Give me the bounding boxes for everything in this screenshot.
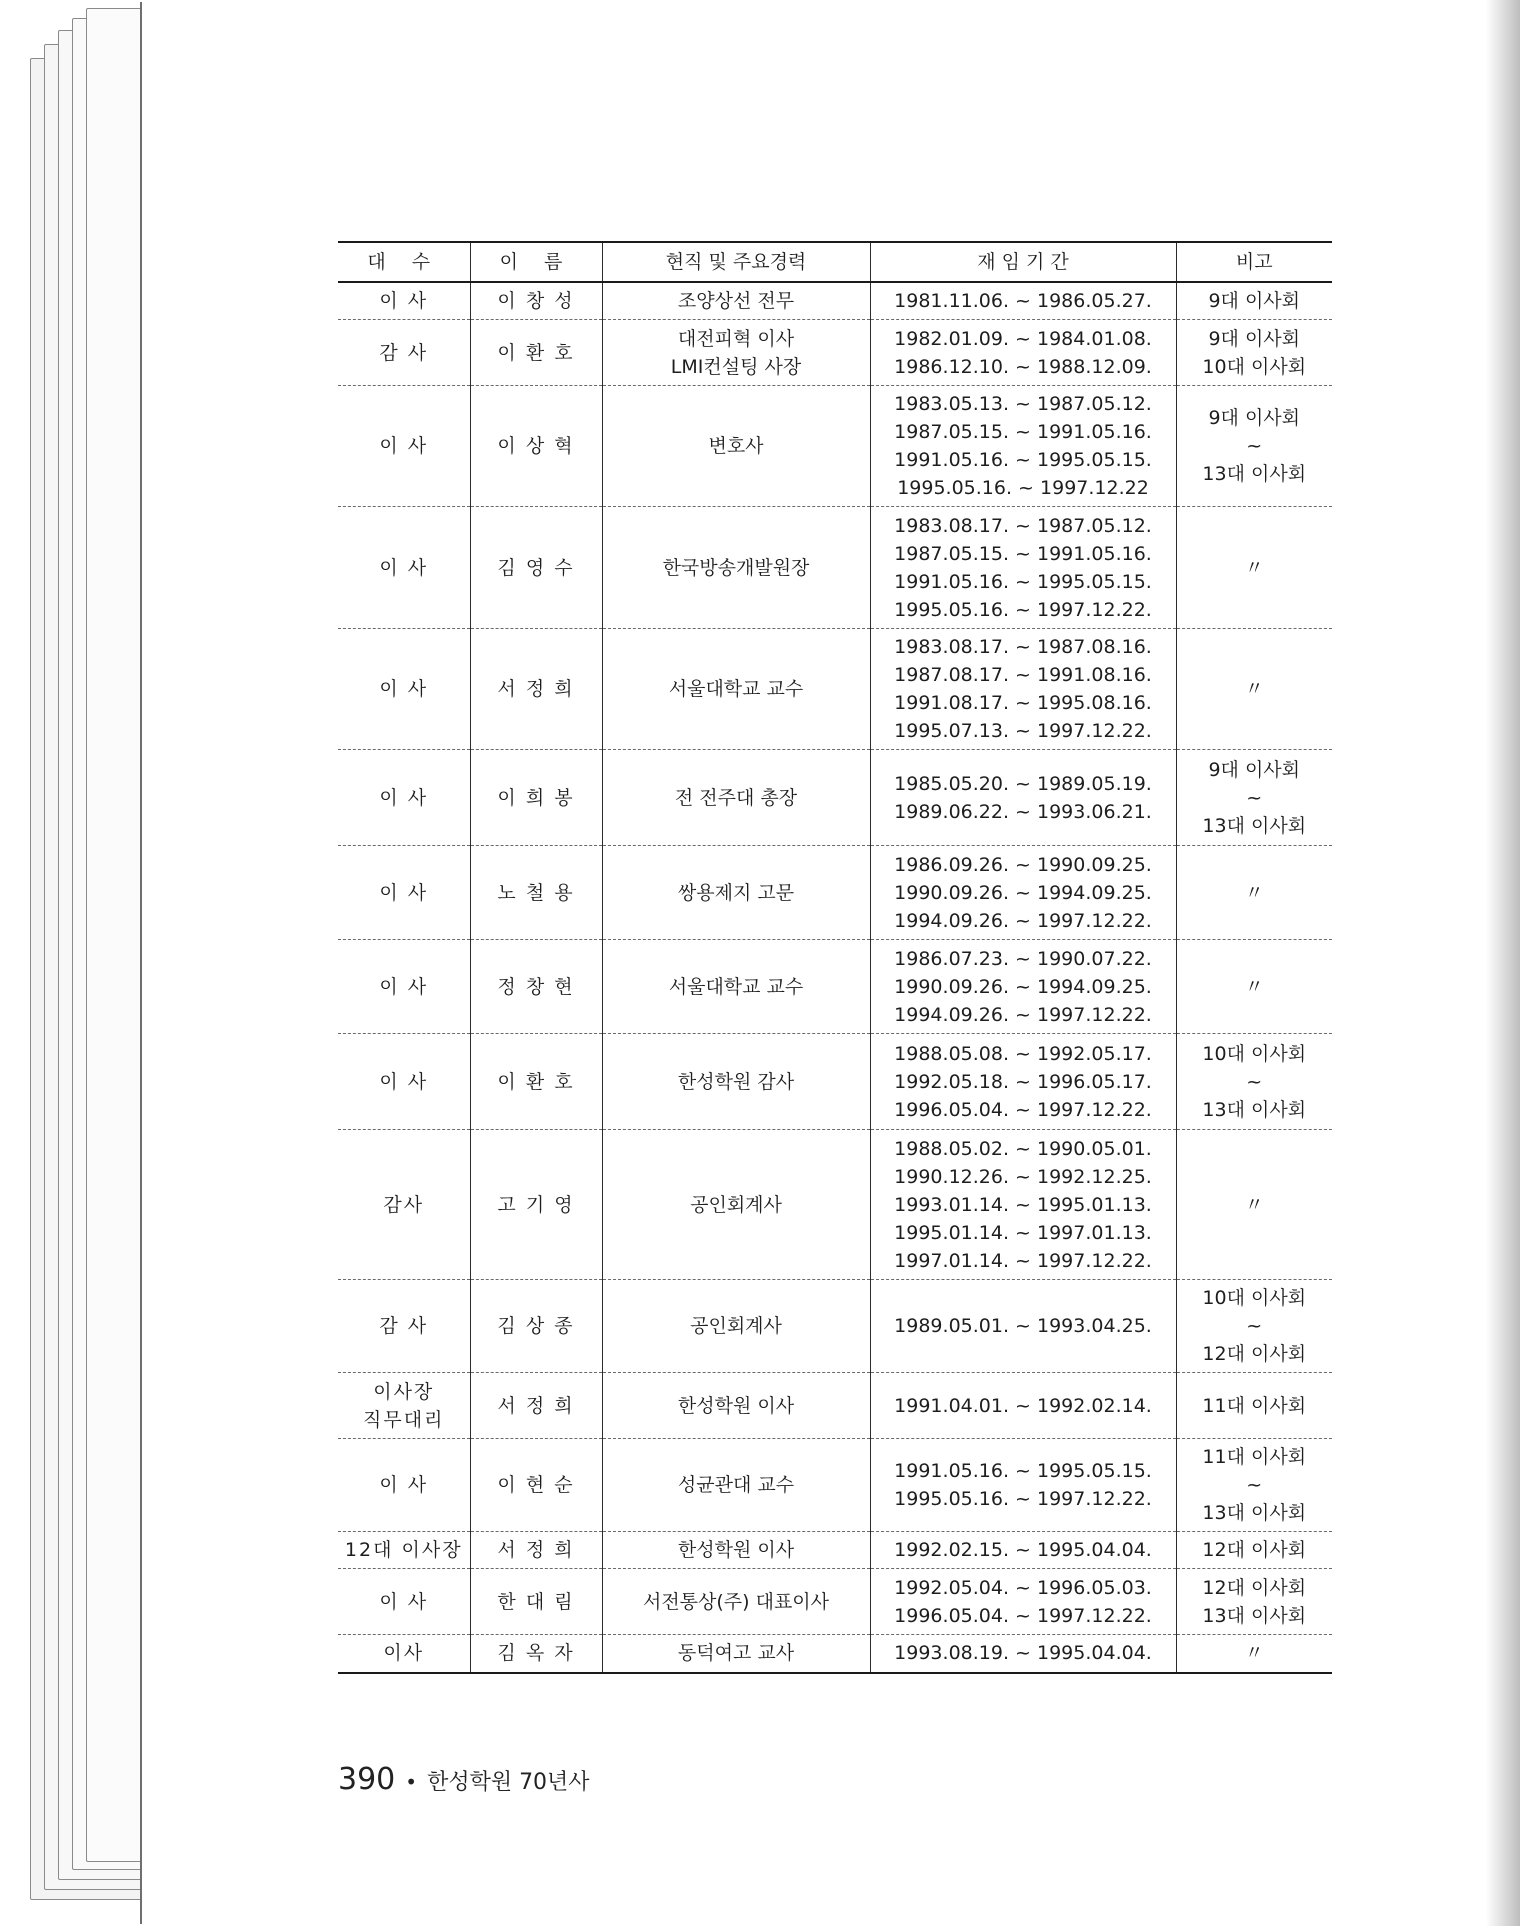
table-row	[338, 940, 1332, 1034]
header-career: 현직 및 주요경력	[602, 242, 870, 282]
cell-note	[1176, 750, 1332, 846]
cell-note-line: 12대 이사회	[1202, 1343, 1307, 1365]
cell-term-line: 1982.01.09. ~ 1984.01.08.	[894, 327, 1152, 350]
cell-term-line: 1991.05.16. ~ 1995.05.15.	[894, 449, 1152, 471]
cell-career-line: 조양상선 전무	[677, 290, 795, 312]
cell-career	[602, 1635, 870, 1673]
cell-term-line: 1988.05.08. ~ 1992.05.17.	[894, 1042, 1152, 1065]
cell-note-line: 13대 이사회	[1202, 1502, 1307, 1524]
cell-career-line: 변호사	[708, 435, 764, 457]
cell-name: 이 희 봉	[470, 750, 602, 846]
cell-note-line: 10대 이사회	[1202, 355, 1307, 378]
cell-name: 이 창 성	[470, 282, 602, 320]
cell-note	[1176, 1130, 1332, 1280]
cell-role: 감사	[338, 1130, 470, 1280]
cell-role: 이 사	[338, 846, 470, 940]
cell-term	[870, 1439, 1176, 1532]
page-shadow-edge	[1486, 0, 1520, 1926]
cell-career	[602, 386, 870, 507]
table-row	[338, 1439, 1332, 1532]
cell-name: 정 창 현	[470, 940, 602, 1034]
cell-term-line: 1990.09.26. ~ 1994.09.25.	[894, 881, 1152, 904]
footer-separator: •	[405, 1769, 418, 1794]
cell-term-line: 1995.05.16. ~ 1997.12.22.	[894, 598, 1152, 621]
cell-note-line: 11대 이사회	[1202, 1446, 1307, 1468]
cell-term	[870, 629, 1176, 750]
cell-term-line: 1988.05.02. ~ 1990.05.01.	[894, 1137, 1152, 1160]
cell-career-line: 동덕여고 교사	[677, 1642, 795, 1665]
cell-name: 한 대 림	[470, 1569, 602, 1635]
cell-career	[602, 1373, 870, 1439]
cell-role: 이 사	[338, 1439, 470, 1532]
cell-term-line: 1989.05.01. ~ 1993.04.25.	[894, 1315, 1152, 1337]
cell-term-line: 1992.02.15. ~ 1995.04.04.	[894, 1539, 1152, 1561]
cell-note-line: 〃	[1244, 1193, 1264, 1216]
cell-term-line: 1987.05.15. ~ 1991.05.16.	[894, 542, 1152, 565]
cell-career	[602, 629, 870, 750]
cell-career	[602, 1130, 870, 1280]
cell-note-line: 〃	[1244, 1642, 1264, 1665]
cell-term	[870, 1280, 1176, 1373]
cell-career	[602, 1439, 870, 1532]
cell-name: 고 기 영	[470, 1130, 602, 1280]
cell-name: 이 환 호	[470, 320, 602, 386]
cell-term-line: 1996.05.04. ~ 1997.12.22.	[894, 1604, 1152, 1627]
cell-role: 이 사	[338, 1034, 470, 1130]
cell-name: 노 철 용	[470, 846, 602, 940]
cell-term-line: 1992.05.04. ~ 1996.05.03.	[894, 1576, 1152, 1599]
cell-note	[1176, 846, 1332, 940]
cell-role: 이 사	[338, 1569, 470, 1635]
cell-career-line: 전 전주대 총장	[674, 786, 798, 809]
header-note: 비고	[1176, 242, 1332, 282]
table-header-row	[338, 242, 1332, 282]
cell-career	[602, 507, 870, 629]
cell-career	[602, 1569, 870, 1635]
cell-role: 12대 이사장	[338, 1532, 470, 1569]
table-row	[338, 1034, 1332, 1130]
cell-career	[602, 750, 870, 846]
header-generation: 대 수	[338, 242, 470, 282]
cell-role: 이 사	[338, 940, 470, 1034]
book-title: 한성학원 70년사	[427, 1770, 590, 1795]
cell-term-line: 1997.01.14. ~ 1997.12.22.	[894, 1249, 1152, 1272]
cell-term-line: 1990.12.26. ~ 1992.12.25.	[894, 1165, 1152, 1188]
cell-term-line: 1991.05.16. ~ 1995.05.15.	[894, 570, 1152, 593]
cell-career-line: 한성학원 이사	[677, 1539, 795, 1561]
table-row	[338, 1280, 1332, 1373]
cell-note-line: ~	[1246, 435, 1263, 457]
cell-name: 이 현 순	[470, 1439, 602, 1532]
cell-term-line: 1983.08.17. ~ 1987.08.16.	[894, 636, 1152, 658]
cell-term	[870, 1034, 1176, 1130]
cell-term	[870, 1130, 1176, 1280]
cell-career	[602, 282, 870, 320]
cell-term-line: 1986.12.10. ~ 1988.12.09.	[894, 355, 1152, 378]
cell-career-line: 서울대학교 교수	[668, 975, 804, 998]
cell-term-line: 1994.09.26. ~ 1997.12.22.	[894, 909, 1152, 932]
cell-note-line: 11대 이사회	[1202, 1394, 1307, 1417]
table-row	[338, 386, 1332, 507]
cell-term-line: 1989.06.22. ~ 1993.06.21.	[894, 800, 1152, 823]
cell-note	[1176, 507, 1332, 629]
cell-name: 이 상 혁	[470, 386, 602, 507]
cell-term-line: 1983.08.17. ~ 1987.05.12.	[894, 514, 1152, 537]
header-term: 재 임 기 간	[870, 242, 1176, 282]
cell-note	[1176, 1635, 1332, 1673]
cell-note-line: 12대 이사회	[1202, 1576, 1307, 1599]
cell-note-line: 10대 이사회	[1202, 1287, 1307, 1309]
cell-term	[870, 507, 1176, 629]
table-row	[338, 1532, 1332, 1569]
cell-note-line: 9대 이사회	[1208, 407, 1301, 429]
cell-term-line: 1993.08.19. ~ 1995.04.04.	[894, 1642, 1152, 1665]
cell-note-line: 〃	[1244, 975, 1264, 998]
cell-term-line: 1986.07.23. ~ 1990.07.22.	[894, 947, 1152, 970]
cell-note-line: ~	[1246, 1315, 1263, 1337]
table-row	[338, 320, 1332, 386]
cell-name: 김 영 수	[470, 507, 602, 629]
cell-career	[602, 1280, 870, 1373]
table-row	[338, 1373, 1332, 1439]
cell-note	[1176, 1280, 1332, 1373]
table-row	[338, 507, 1332, 629]
cell-term	[870, 846, 1176, 940]
cell-term-line: 1983.05.13. ~ 1987.05.12.	[894, 393, 1152, 415]
cell-note	[1176, 386, 1332, 507]
cell-term-line: 1991.08.17. ~ 1995.08.16.	[894, 692, 1152, 714]
cell-term-line: 1996.05.04. ~ 1997.12.22.	[894, 1098, 1152, 1121]
cell-career	[602, 320, 870, 386]
page-number: 390	[338, 1762, 396, 1797]
cell-role: 이 사	[338, 507, 470, 629]
cell-career-line: LMI컨설팅 사장	[670, 355, 802, 378]
cell-note-line: ~	[1246, 786, 1263, 809]
cell-note-line: 9대 이사회	[1208, 290, 1301, 312]
cell-name: 서 정 희	[470, 1373, 602, 1439]
cell-career-line: 쌍용제지 고문	[677, 881, 795, 904]
cell-note	[1176, 629, 1332, 750]
cell-term-line: 1995.01.14. ~ 1997.01.13.	[894, 1221, 1152, 1244]
cell-role: 이사장 직무대리	[338, 1373, 470, 1439]
cell-note	[1176, 940, 1332, 1034]
cell-note-line: 〃	[1244, 556, 1264, 579]
cell-career	[602, 846, 870, 940]
cell-term	[870, 1532, 1176, 1569]
cell-note	[1176, 282, 1332, 320]
cell-career-line: 한국방송개발원장	[662, 556, 810, 579]
cell-career	[602, 1034, 870, 1130]
page-footer	[338, 1762, 590, 1797]
cell-note-line: 〃	[1244, 881, 1264, 904]
cell-term-line: 1987.05.15. ~ 1991.05.16.	[894, 421, 1152, 443]
cell-note-line: 13대 이사회	[1202, 1098, 1307, 1121]
cell-term	[870, 1635, 1176, 1673]
cell-role: 이 사	[338, 750, 470, 846]
cell-career-line: 한성학원 이사	[677, 1394, 795, 1417]
cell-note	[1176, 320, 1332, 386]
cell-term-line: 1986.09.26. ~ 1990.09.25.	[894, 853, 1152, 876]
table-row	[338, 629, 1332, 750]
cell-term	[870, 940, 1176, 1034]
cell-name: 서 정 희	[470, 629, 602, 750]
cell-note	[1176, 1569, 1332, 1635]
cell-term-line: 1990.09.26. ~ 1994.09.25.	[894, 975, 1152, 998]
cell-term	[870, 282, 1176, 320]
cell-role: 이사	[338, 1635, 470, 1673]
cell-term-line: 1987.08.17. ~ 1991.08.16.	[894, 664, 1152, 686]
table-row	[338, 846, 1332, 940]
cell-note-line: 13대 이사회	[1202, 1604, 1307, 1627]
cell-note-line: 9대 이사회	[1208, 327, 1301, 350]
cell-career-line: 서울대학교 교수	[668, 678, 804, 700]
cell-note	[1176, 1532, 1332, 1569]
table-row	[338, 750, 1332, 846]
cell-role: 감 사	[338, 320, 470, 386]
table-row	[338, 1130, 1332, 1280]
cell-term-line: 1992.05.18. ~ 1996.05.17.	[894, 1070, 1152, 1093]
cell-term-line: 1995.07.13. ~ 1997.12.22.	[894, 720, 1152, 742]
cell-note	[1176, 1439, 1332, 1532]
cell-name: 김 상 종	[470, 1280, 602, 1373]
cell-term-line: 1981.11.06. ~ 1986.05.27.	[894, 290, 1152, 312]
cell-note-line: 13대 이사회	[1202, 814, 1307, 837]
cell-role: 이 사	[338, 386, 470, 507]
cell-role: 감 사	[338, 1280, 470, 1373]
cell-note-line: 12대 이사회	[1202, 1539, 1307, 1561]
cell-term	[870, 1569, 1176, 1635]
cell-term-line: 1995.05.16. ~ 1997.12.22	[897, 477, 1149, 499]
cell-note	[1176, 1034, 1332, 1130]
cell-career	[602, 1532, 870, 1569]
cell-term-line: 1991.04.01. ~ 1992.02.14.	[894, 1394, 1152, 1417]
cell-career-line: 한성학원 감사	[677, 1070, 795, 1093]
cell-note-line: 13대 이사회	[1202, 463, 1307, 485]
cell-career-line: 대전피혁 이사	[677, 327, 795, 350]
cell-name: 서 정 희	[470, 1532, 602, 1569]
cell-note-line: 10대 이사회	[1202, 1042, 1307, 1065]
board-members-table	[338, 241, 1332, 1674]
cell-career	[602, 940, 870, 1034]
cell-note-line: 〃	[1244, 678, 1264, 700]
cell-role: 이 사	[338, 629, 470, 750]
table-body	[338, 282, 1332, 1673]
cell-career-line: 공인회계사	[690, 1193, 782, 1216]
table-row	[338, 1569, 1332, 1635]
cell-name: 이 환 호	[470, 1034, 602, 1130]
cell-term	[870, 386, 1176, 507]
cell-note-line: ~	[1246, 1070, 1263, 1093]
cell-term-line: 1994.09.26. ~ 1997.12.22.	[894, 1003, 1152, 1026]
cell-term	[870, 1373, 1176, 1439]
cell-role: 이 사	[338, 282, 470, 320]
cell-term	[870, 750, 1176, 846]
cell-career-line: 공인회계사	[690, 1315, 782, 1337]
header-name: 이 름	[470, 242, 602, 282]
table-row	[338, 1635, 1332, 1673]
cell-term-line: 1995.05.16. ~ 1997.12.22.	[894, 1488, 1152, 1510]
cell-term-line: 1993.01.14. ~ 1995.01.13.	[894, 1193, 1152, 1216]
cell-name: 김 옥 자	[470, 1635, 602, 1673]
cell-term	[870, 320, 1176, 386]
cell-term-line: 1985.05.20. ~ 1989.05.19.	[894, 772, 1152, 795]
table-row	[338, 282, 1332, 320]
cell-term-line: 1991.05.16. ~ 1995.05.15.	[894, 1460, 1152, 1482]
cell-note	[1176, 1373, 1332, 1439]
cell-note-line: ~	[1246, 1474, 1263, 1496]
cell-career-line: 서전통상(주) 대표이사	[642, 1590, 830, 1613]
cell-career-line: 성균관대 교수	[677, 1474, 795, 1496]
cell-note-line: 9대 이사회	[1208, 758, 1301, 781]
